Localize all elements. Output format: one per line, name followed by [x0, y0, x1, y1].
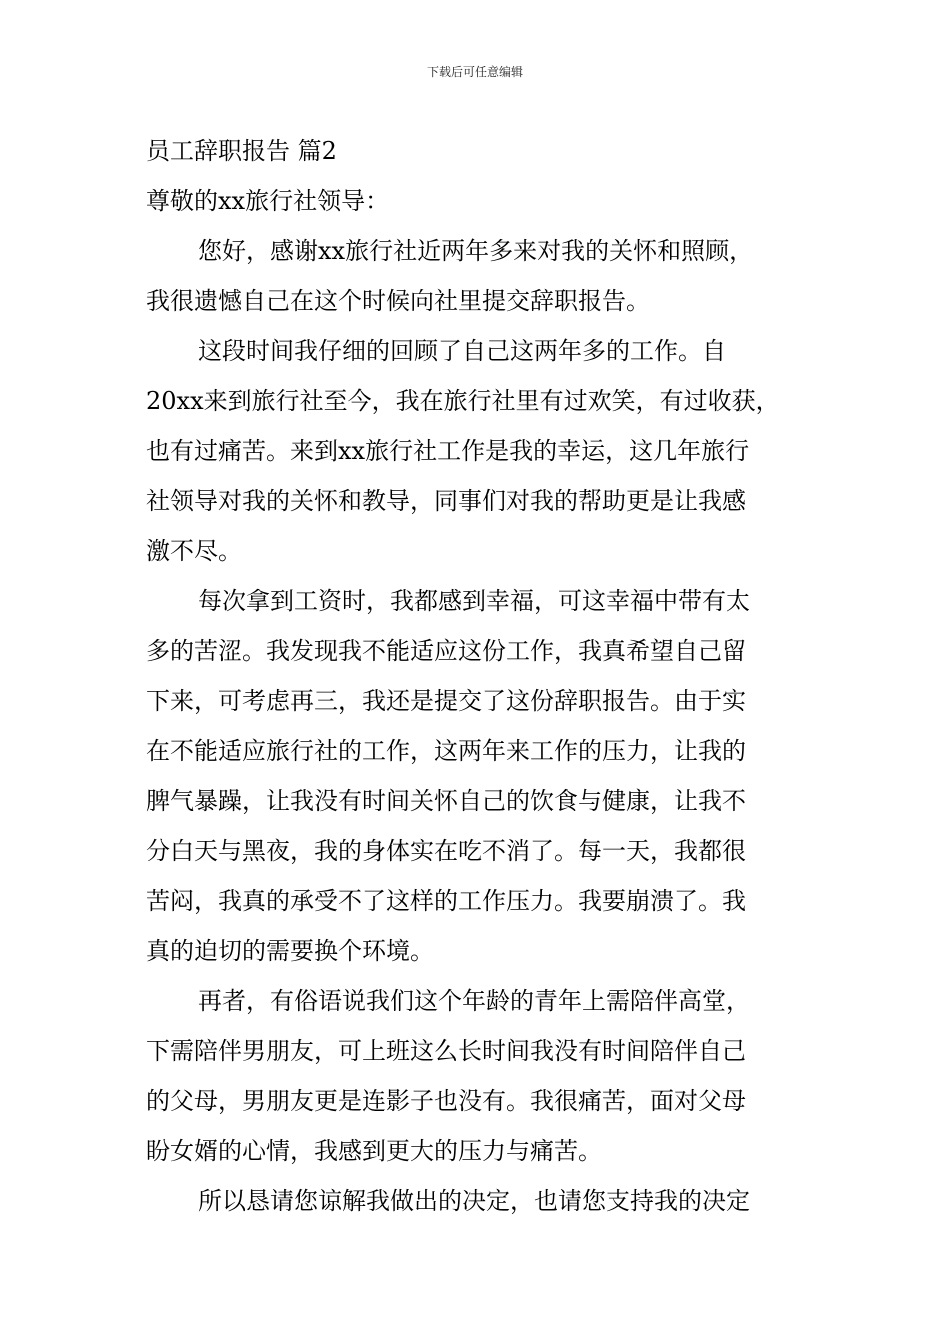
paragraph-line: 20xx来到旅行社至今，我在旅行社里有过欢笑，有过收获， — [146, 387, 780, 415]
paragraph-line: 这段时间我仔细的回顾了自己这两年多的工作。自 — [198, 337, 726, 365]
paragraph-line: 也有过痛苦。来到xx旅行社工作是我的幸运，这几年旅行 — [146, 437, 750, 465]
paragraph-line: 苦闷，我真的承受不了这样的工作压力。我要崩溃了。我 — [146, 887, 746, 915]
paragraph-line: 您好，感谢xx旅行社近两年多来对我的关怀和照顾， — [198, 237, 754, 265]
paragraph-line: 下需陪伴男朋友，可上班这么长时间我没有时间陪伴自己 — [146, 1037, 746, 1065]
paragraph-line: 多的苦涩。我发现我不能适应这份工作，我真希望自己留 — [146, 637, 746, 665]
paragraph-line: 下来，可考虑再三，我还是提交了这份辞职报告。由于实 — [146, 687, 746, 715]
page-header-note: 下载后可任意编辑 — [426, 65, 523, 79]
paragraph-line: 社领导对我的关怀和教导，同事们对我的帮助更是让我感 — [146, 487, 746, 515]
paragraph-line: 的父母，男朋友更是连影子也没有。我很痛苦，面对父母 — [146, 1087, 746, 1115]
document-body — [146, 126, 814, 1226]
salutation: 尊敬的xx旅行社领导： — [146, 187, 390, 215]
paragraph-line: 盼女婿的心情，我感到更大的压力与痛苦。 — [146, 1137, 602, 1165]
paragraph-line: 激不尽。 — [146, 537, 242, 565]
paragraph-line: 每次拿到工资时，我都感到幸福，可这幸福中带有太 — [198, 587, 750, 615]
paragraph-line: 我很遗憾自己在这个时候向社里提交辞职报告。 — [146, 287, 650, 315]
paragraph-line: 在不能适应旅行社的工作，这两年来工作的压力，让我的 — [146, 737, 746, 765]
paragraph-line: 分白天与黑夜，我的身体实在吃不消了。每一天，我都很 — [146, 837, 746, 865]
paragraph-line: 所以恳请您谅解我做出的决定，也请您支持我的决定 — [198, 1187, 750, 1215]
document-title: 员工辞职报告 篇2 — [146, 137, 337, 165]
paragraph-line: 脾气暴躁，让我没有时间关怀自己的饮食与健康，让我不 — [146, 787, 746, 815]
paragraph-line: 再者，有俗语说我们这个年龄的青年上需陪伴高堂， — [198, 987, 750, 1015]
paragraph-line: 真的迫切的需要换个环境。 — [146, 937, 434, 965]
